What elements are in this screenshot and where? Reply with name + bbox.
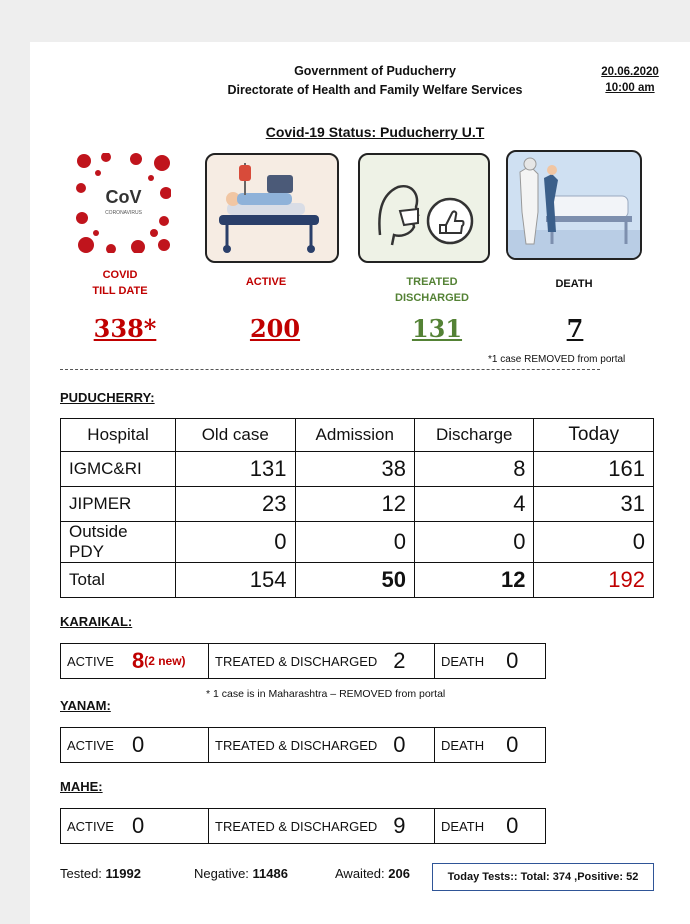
table-total-row (61, 563, 654, 598)
col-today: Today (534, 419, 654, 452)
karaikal-active-cell (61, 644, 209, 678)
negative-label: Negative: (194, 866, 249, 881)
yanam-active-cell (61, 728, 209, 762)
active-label: ACTIVE (67, 737, 114, 753)
old-case-cell: 131 (176, 452, 295, 487)
today-tests-box: Today Tests:: Total: 374 ,Positive: 52 (432, 863, 654, 891)
discharge-cell: 8 (414, 452, 533, 487)
yanam-active-value: 0 (131, 732, 145, 757)
cov-text: CoV (105, 187, 142, 207)
treated-label: TREATED & DISCHARGED (215, 653, 378, 669)
old-case-total: 154 (176, 563, 295, 598)
karaikal-box (60, 643, 546, 679)
treated-tile (358, 153, 490, 263)
mahe-box (60, 808, 546, 844)
table-row (61, 452, 654, 487)
old-case-cell: 23 (176, 487, 295, 522)
discharge-total: 12 (414, 563, 533, 598)
table-row (61, 522, 654, 563)
awaited-label: Awaited: (335, 866, 385, 881)
treated-label: TREATED & DISCHARGED (215, 737, 378, 753)
mahe-death-cell (435, 809, 543, 843)
hospital-name: JIPMER (61, 487, 176, 522)
active-label: ACTIVE (67, 653, 114, 669)
admission-total: 50 (295, 563, 414, 598)
dashed-divider (60, 369, 600, 370)
mahe-death-value: 0 (506, 813, 519, 838)
tested-stat (60, 866, 141, 881)
treated-label-line1: TREATED (406, 276, 458, 288)
table-header-row (61, 419, 654, 452)
death-label: DEATH (441, 653, 485, 669)
death-label: DEATH (441, 737, 485, 753)
col-hospital: Hospital (61, 419, 176, 452)
puducherry-table (60, 418, 654, 598)
mahe-active-value: 0 (131, 813, 145, 838)
karaikal-heading: KARAIKAL: (60, 614, 133, 629)
discharge-cell: 0 (414, 522, 533, 563)
karaikal-death-value: 0 (506, 648, 519, 673)
col-admission: Admission (295, 419, 414, 452)
table-row (61, 487, 654, 522)
death-value: 7 (566, 314, 584, 343)
covid-label-line1: COVID (102, 269, 138, 281)
active-label: ACTIVE (67, 818, 114, 834)
death-label: DEATH (555, 278, 593, 290)
yanam-heading: YANAM: (60, 698, 111, 713)
yanam-treated-value: 0 (393, 732, 406, 757)
yanam-treated-cell (209, 728, 435, 762)
karaikal-death-cell (435, 644, 543, 678)
active-value: 200 (249, 314, 301, 343)
today-cell: 0 (534, 522, 654, 563)
gov-title: Government of Puducherry (294, 64, 456, 78)
negative-value: 11486 (252, 866, 288, 881)
treated-value: 131 (411, 314, 463, 343)
cov-image (76, 153, 171, 253)
hospital-name: Outside PDY (61, 522, 176, 563)
status-title: Covid-19 Status: Puducherry U.T (265, 124, 485, 140)
mahe-treated-value: 9 (393, 813, 406, 838)
hospital-name: IGMC&RI (61, 452, 176, 487)
karaikal-treated-cell (209, 644, 435, 678)
karaikal-treated-value: 2 (393, 648, 406, 673)
mask-thumbs-up-icon (360, 155, 488, 261)
treated-label-line2: DISCHARGED (395, 292, 469, 304)
directorate-title: Directorate of Health and Family Welfare Services (227, 83, 523, 97)
col-discharge: Discharge (414, 419, 533, 452)
today-total: 192 (534, 563, 654, 598)
col-old-case: Old case (176, 419, 295, 452)
yanam-box (60, 727, 546, 763)
old-case-cell: 0 (176, 522, 295, 563)
cov-subtext: CORONAVIRUS (105, 210, 142, 216)
report-page (30, 42, 690, 924)
tested-value: 11992 (105, 866, 141, 881)
active-label: ACTIVE (245, 276, 287, 288)
admission-cell: 38 (295, 452, 414, 487)
mahe-active-cell (61, 809, 209, 843)
mahe-heading: MAHE: (60, 779, 103, 794)
karaikal-new-count: (2 new) (144, 654, 186, 668)
covid-label-line2: TILL DATE (92, 285, 148, 297)
hospital-ward-icon (508, 152, 640, 258)
mahe-treated-cell (209, 809, 435, 843)
death-label: DEATH (441, 818, 485, 834)
puducherry-heading: PUDUCHERRY: (60, 390, 155, 405)
karaikal-active-value: 8 (131, 648, 145, 673)
report-date: 20.06.2020 (601, 66, 659, 78)
negative-stat (194, 866, 288, 881)
treated-label: TREATED & DISCHARGED (215, 818, 378, 834)
hospital-name: Total (61, 563, 176, 598)
today-cell: 161 (534, 452, 654, 487)
active-tile (205, 153, 339, 263)
tested-label: Tested: (60, 866, 102, 881)
removed-note: *1 case REMOVED from portal (488, 354, 626, 365)
yanam-death-value: 0 (506, 732, 519, 757)
admission-cell: 12 (295, 487, 414, 522)
covid-total-value: 338* (93, 314, 157, 343)
today-cell: 31 (534, 487, 654, 522)
yanam-death-cell (435, 728, 543, 762)
awaited-value: 206 (388, 866, 410, 881)
report-time: 10:00 am (605, 82, 655, 94)
hospital-bed-icon (207, 155, 337, 261)
death-tile (506, 150, 642, 260)
awaited-stat (335, 866, 410, 881)
karaikal-note: * 1 case is in Maharashtra – REMOVED from portal (206, 688, 446, 700)
admission-cell: 0 (295, 522, 414, 563)
discharge-cell: 4 (414, 487, 533, 522)
